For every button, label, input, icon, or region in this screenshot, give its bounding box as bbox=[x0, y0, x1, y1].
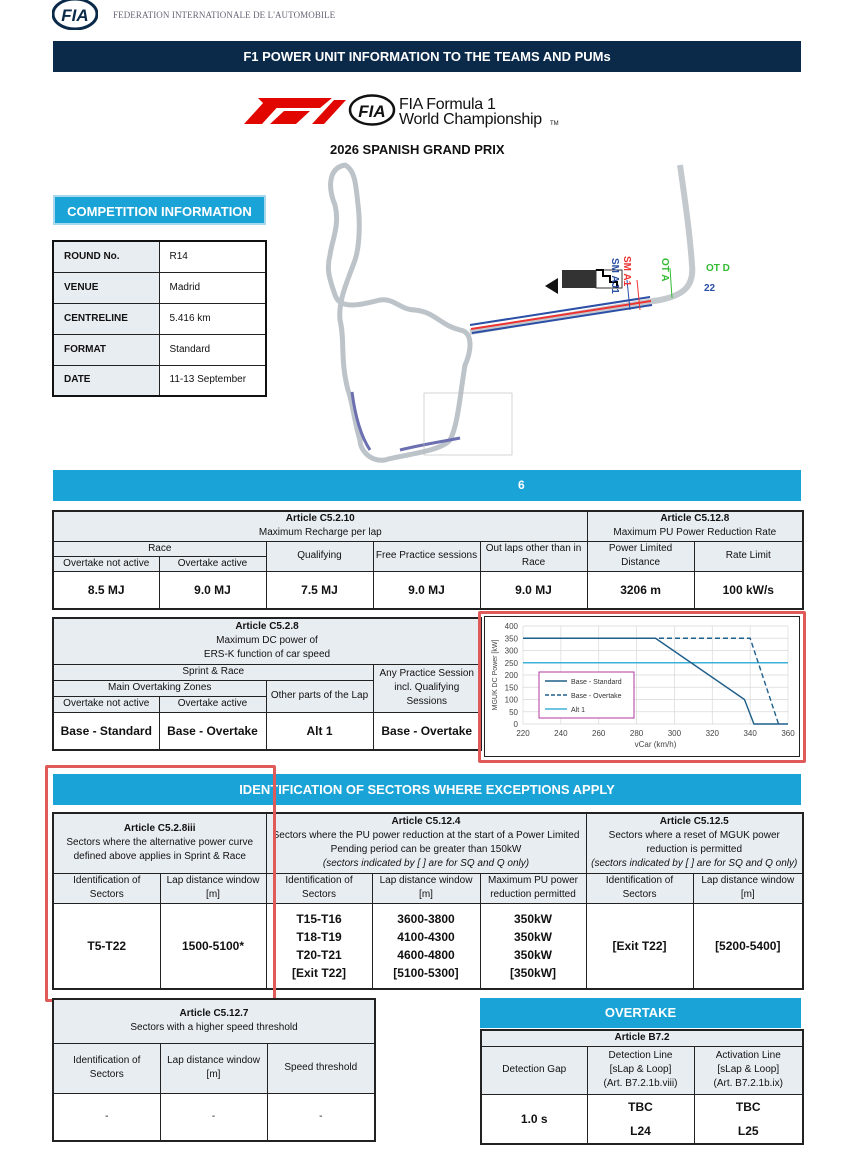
dc-value: Base - Overtake bbox=[373, 712, 481, 750]
speed-win-header: Lap distance window [m] bbox=[160, 1043, 267, 1093]
sm-aj1-label: SM AJ1 bbox=[609, 258, 620, 294]
f1-logo bbox=[240, 96, 350, 126]
max-pu-header: Maximum PU power reduction permitted bbox=[480, 873, 586, 903]
ot-not-header: Overtake not active bbox=[53, 696, 159, 712]
lap-win-header: Lap distance window [m] bbox=[372, 873, 480, 903]
race-header: Race bbox=[53, 541, 266, 556]
dc-value: Base - Overtake bbox=[159, 712, 266, 750]
sector-b-pu: 350kW 350kW 350kW [350kW] bbox=[480, 903, 586, 989]
y-tick-label: 0 bbox=[513, 720, 518, 729]
dc-power-table bbox=[52, 617, 482, 751]
quali-header: Qualifying bbox=[266, 541, 373, 571]
other-header: Other parts of the Lap bbox=[266, 680, 373, 712]
y-tick-label: 250 bbox=[504, 658, 518, 668]
sector-c-id: [Exit T22] bbox=[586, 903, 693, 989]
x-tick-label: 360 bbox=[781, 729, 795, 738]
competition-row bbox=[53, 303, 266, 334]
id-sec-header: Identification of Sectors bbox=[53, 873, 160, 903]
competition-key: CENTRELINE bbox=[53, 303, 159, 334]
energy-table bbox=[52, 510, 804, 610]
track-map bbox=[300, 160, 720, 465]
y-tick-label: 350 bbox=[504, 634, 518, 644]
sectors-header-b: Article C5.12.4 Sectors where the PU power reduction at the start of a Power Limited Pending period can be greater than 150kW (sectors indicated by [ ] are for SQ and Q only) bbox=[266, 813, 586, 873]
sector-b-ids: T15-T16 T18-T19 T20-T21 [Exit T22] bbox=[266, 903, 372, 989]
fia-logo bbox=[52, 0, 98, 30]
y-tick-label: 200 bbox=[504, 671, 518, 680]
det-header: Detection Line [sLap & Loop] (Art. B7.2.1b.viii) bbox=[587, 1046, 694, 1094]
svg-text:FIA: FIA bbox=[358, 102, 386, 121]
moz-header: Main Overtaking Zones bbox=[53, 680, 266, 696]
fia-brand-logo bbox=[348, 94, 396, 126]
svg-text:FIA: FIA bbox=[61, 6, 89, 25]
competition-key: ROUND No. bbox=[53, 241, 159, 272]
competition-row bbox=[53, 365, 266, 396]
x-tick-label: 220 bbox=[516, 729, 530, 738]
speed-value: - bbox=[160, 1093, 267, 1141]
energy-header-b: Article C5.12.8 Maximum PU Power Reduction Rate bbox=[587, 511, 803, 541]
ot-act-header: Overtake active bbox=[159, 556, 266, 571]
section-band bbox=[53, 470, 801, 501]
overtake-title: OVERTAKE bbox=[480, 998, 801, 1028]
ot-d-label: OT D bbox=[706, 263, 730, 274]
energy-value: 100 kW/s bbox=[694, 571, 803, 609]
sectors-title: IDENTIFICATION OF SECTORS WHERE EXCEPTIONS APPLY bbox=[53, 774, 801, 805]
competition-key: FORMAT bbox=[53, 334, 159, 365]
competition-row bbox=[53, 334, 266, 365]
competition-value: 11-13 September bbox=[159, 365, 266, 396]
x-tick-label: 340 bbox=[743, 729, 757, 738]
brand-line2: World Championship bbox=[399, 111, 542, 128]
pld-header: Power Limited Distance bbox=[587, 541, 694, 571]
competition-row bbox=[53, 272, 266, 303]
x-tick-label: 280 bbox=[629, 729, 644, 738]
act-values: TBC L25 bbox=[694, 1094, 803, 1144]
x-tick-label: 320 bbox=[705, 729, 719, 738]
y-tick-label: 100 bbox=[504, 695, 518, 705]
brand-line1: FIA Formula 1 bbox=[399, 96, 496, 113]
competition-value: R14 bbox=[159, 241, 266, 272]
speed-id-header: Identification of Sectors bbox=[53, 1043, 160, 1093]
sector-a-id: T5-T22 bbox=[53, 903, 160, 989]
ot-not-header: Overtake not active bbox=[53, 556, 159, 571]
lap-win-header: Lap distance window [m] bbox=[693, 873, 803, 903]
gap-value: 1.0 s bbox=[481, 1094, 587, 1144]
competition-row bbox=[53, 241, 266, 272]
dc-value: Base - Standard bbox=[53, 712, 159, 750]
event-title: 2026 SPANISH GRAND PRIX bbox=[330, 142, 505, 157]
energy-value: 9.0 MJ bbox=[480, 571, 587, 609]
y-tick-label: 400 bbox=[504, 622, 518, 631]
id-sec-header: Identification of Sectors bbox=[586, 873, 693, 903]
ot-act-header: Overtake active bbox=[159, 696, 266, 712]
y-tick-label: 150 bbox=[504, 683, 518, 693]
turn-22-label: 22 bbox=[704, 283, 716, 294]
fp-header: Free Practice sessions bbox=[373, 541, 480, 571]
sm-a1-label: SM A1 bbox=[621, 256, 632, 287]
practice-header: Any Practice Session incl. Qualifying Sessions bbox=[373, 664, 481, 712]
act-header: Activation Line [sLap & Loop] (Art. B7.2.1b.ix) bbox=[694, 1046, 803, 1094]
energy-value: 3206 m bbox=[587, 571, 694, 609]
speed-thr-header: Speed threshold bbox=[267, 1043, 375, 1093]
outlaps-header: Out laps other than in Race bbox=[480, 541, 587, 571]
det-values: TBC L24 bbox=[587, 1094, 694, 1144]
energy-value: 7.5 MJ bbox=[266, 571, 373, 609]
x-tick-label: 300 bbox=[667, 729, 682, 738]
energy-value: 9.0 MJ bbox=[373, 571, 480, 609]
sectors-header-c: Article C5.12.5 Sectors where a reset of MGUK power reduction is permitted (sectors indicated by [ ] are for SQ and Q only) bbox=[586, 813, 803, 873]
y-axis-label: MGUK DC Power [kW] bbox=[492, 639, 499, 711]
competition-key: DATE bbox=[53, 365, 159, 396]
overtake-article: Article B7.2 bbox=[481, 1030, 803, 1046]
trademark: TM bbox=[550, 121, 559, 127]
lap-win-header: Lap distance window [m] bbox=[160, 873, 266, 903]
chart-highlight bbox=[478, 611, 806, 763]
gap-header: Detection Gap bbox=[481, 1046, 587, 1094]
sector-b-windows: 3600-3800 4100-4300 4600-4800 [5100-5300] bbox=[372, 903, 480, 989]
dc-value: Alt 1 bbox=[266, 712, 373, 750]
energy-value: 9.0 MJ bbox=[159, 571, 266, 609]
rl-header: Rate Limit bbox=[694, 541, 803, 571]
overtake-table bbox=[480, 1029, 804, 1145]
legend-entry: Alt 1 bbox=[571, 707, 586, 714]
ot-a-label: OT A bbox=[659, 258, 670, 282]
y-tick-label: 300 bbox=[504, 646, 518, 656]
title-banner: F1 POWER UNIT INFORMATION TO THE TEAMS AND PUMs bbox=[53, 41, 801, 72]
energy-header-a: Article C5.2.10 Maximum Recharge per lap bbox=[53, 511, 587, 541]
competition-value: Madrid bbox=[159, 272, 266, 303]
sector-a-window: 1500-5100* bbox=[160, 903, 266, 989]
band-text: 6 bbox=[518, 478, 525, 492]
competition-value: Standard bbox=[159, 334, 266, 365]
x-tick-label: 260 bbox=[592, 729, 606, 738]
sector-c-window: [5200-5400] bbox=[693, 903, 803, 989]
speed-value: - bbox=[267, 1093, 375, 1141]
speed-value: - bbox=[53, 1093, 160, 1141]
speed-header: Article C5.12.7 Sectors with a higher speed threshold bbox=[53, 999, 375, 1043]
y-tick-label: 50 bbox=[509, 707, 518, 717]
id-sec-header: Identification of Sectors bbox=[266, 873, 372, 903]
competition-key: VENUE bbox=[53, 272, 159, 303]
speed-table bbox=[52, 998, 376, 1142]
x-tick-label: 240 bbox=[554, 729, 568, 738]
dc-header: Article C5.2.8 Maximum DC power of ERS-K function of car speed bbox=[53, 618, 481, 664]
x-axis-label: vCar (km/h) bbox=[634, 740, 677, 749]
sprint-header: Sprint & Race bbox=[53, 664, 373, 680]
sectors-header-a: Article C5.2.8iii Sectors where the alternative power curve defined above applies in Sprint & Race bbox=[53, 813, 266, 873]
org-name: FEDERATION INTERNATIONALE DE L'AUTOMOBILE bbox=[113, 10, 336, 20]
legend-entry: Base - Overtake bbox=[571, 693, 622, 700]
competition-title: COMPETITION INFORMATION bbox=[53, 195, 266, 225]
legend-entry: Base - Standard bbox=[571, 679, 622, 686]
competition-table bbox=[52, 240, 267, 397]
competition-value: 5.416 km bbox=[159, 303, 266, 334]
energy-value: 8.5 MJ bbox=[53, 571, 159, 609]
sectors-highlight bbox=[45, 765, 276, 1002]
